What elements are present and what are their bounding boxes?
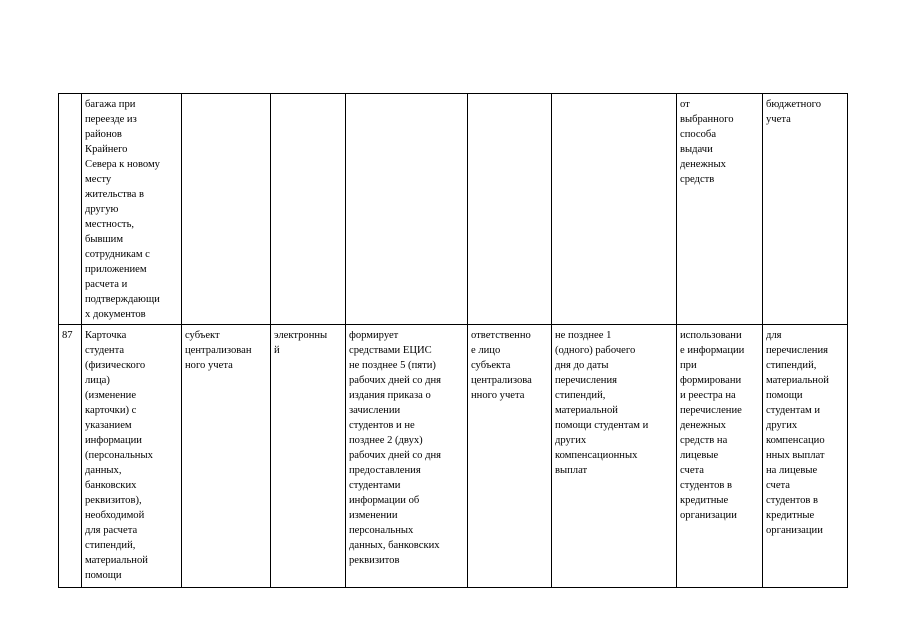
deadline-cell: не позднее 1 (одного) рабочего дня до даты перечисления стипендий, материальной помощи студентам и других компенсационных выплат bbox=[552, 325, 677, 588]
author-cell: субъект централизован ного учета bbox=[182, 325, 271, 588]
author-cell bbox=[182, 94, 271, 325]
responsible-cell: ответственно е лицо субъекта централизова нного учета bbox=[468, 325, 552, 588]
form-cell: электронны й bbox=[271, 325, 346, 588]
document-name-cell: Карточка студента (физического лица) (изменение карточки) с указанием информации (персональных данных, банковских реквизитов), необходимой для расчета стипендий, материальной помощи bbox=[82, 325, 182, 588]
procedure-cell: формирует средствами ЕЦИС не позднее 5 (пяти) рабочих дней со дня издания приказа о зачислении студентов и не позднее 2 (двух) рабочих дней со дня предоставления студентами информации об изменении персональных данных, банковских реквизитов bbox=[346, 325, 468, 588]
deadline-cell bbox=[552, 94, 677, 325]
row-number-cell: 87 bbox=[59, 325, 82, 588]
row-number-cell bbox=[59, 94, 82, 325]
table-row bbox=[59, 325, 848, 588]
responsible-cell bbox=[468, 94, 552, 325]
purpose-cell: для перечисления стипендий, материальной помощи студентам и других компенсацио нных выплат на лицевые счета студентов в кредитные организации bbox=[763, 325, 848, 588]
usage-cell: от выбранного способа выдачи денежных средств bbox=[677, 94, 763, 325]
table-row bbox=[59, 94, 848, 325]
procedure-cell bbox=[346, 94, 468, 325]
form-cell bbox=[271, 94, 346, 325]
document-name-cell: багажа при переезде из районов Крайнего Севера к новому месту жительства в другую местность, бывшим сотрудникам с приложением расчета и подтверждающи х документов bbox=[82, 94, 182, 325]
document-table bbox=[58, 93, 848, 588]
purpose-cell: бюджетного учета bbox=[763, 94, 848, 325]
usage-cell: использовани е информации при формировани и реестра на перечисление денежных средств на лицевые счета студентов в кредитные организации bbox=[677, 325, 763, 588]
